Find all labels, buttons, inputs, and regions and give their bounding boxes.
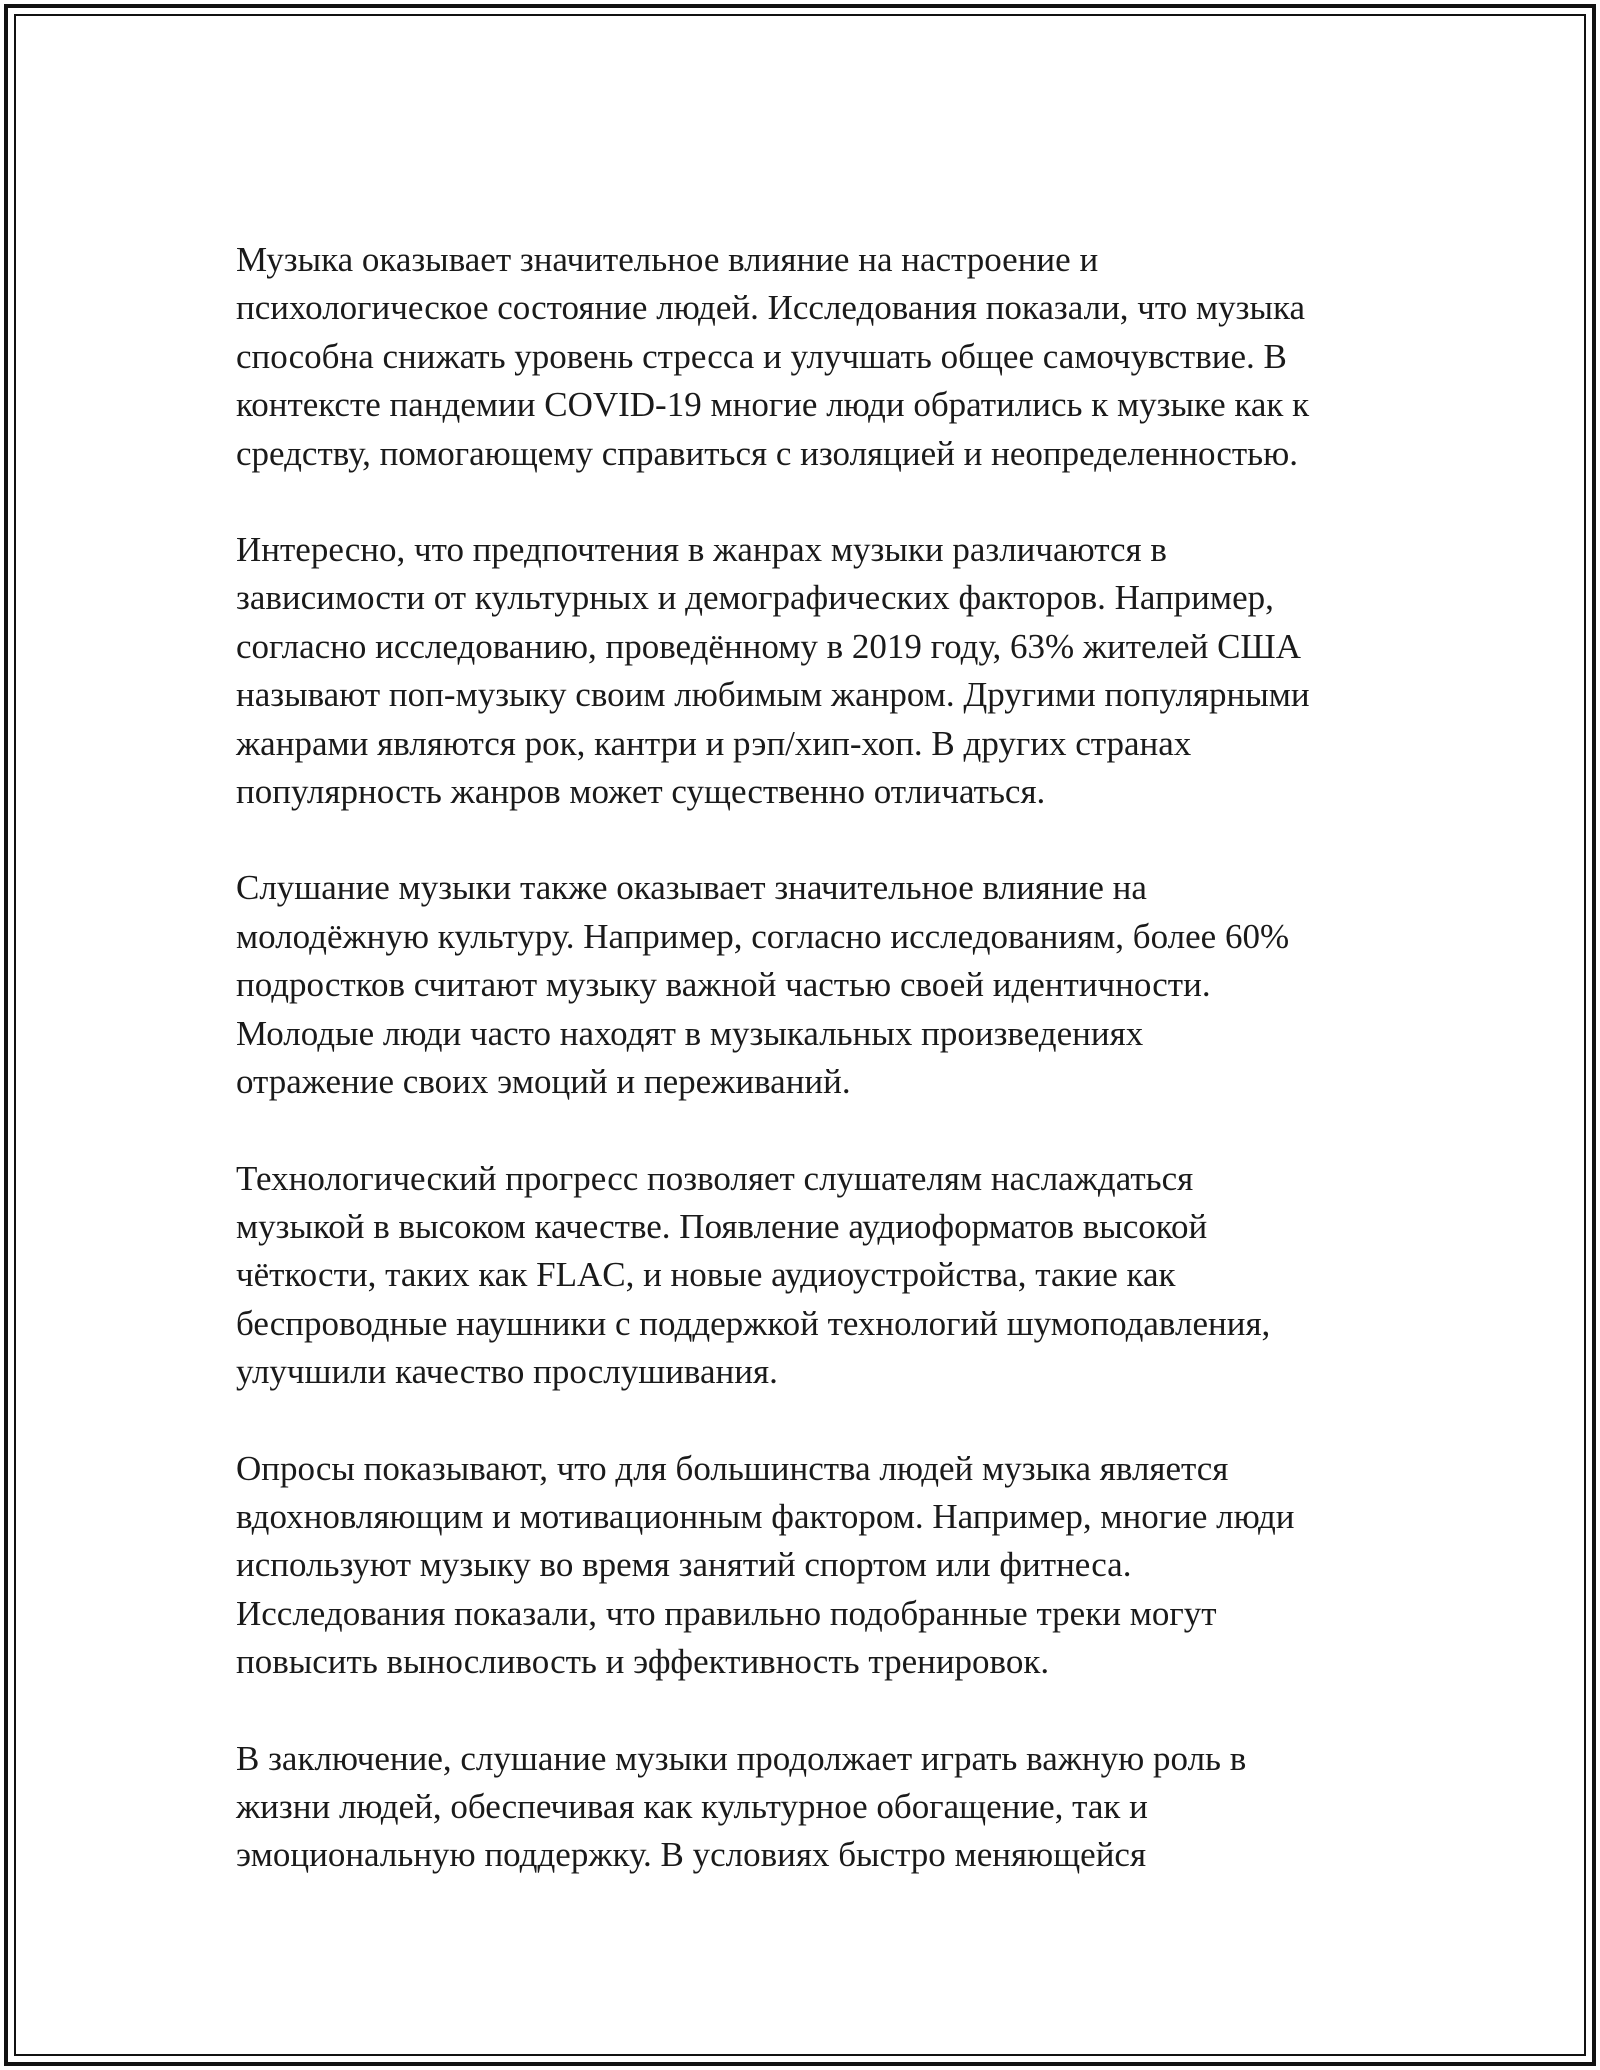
text-line: Молодые люди часто находят в музыкальных произведениях xyxy=(236,1013,1144,1053)
document-body xyxy=(236,236,1406,1928)
paragraph-conclusion xyxy=(236,1735,1406,1880)
text-line: жизни людей, обеспечивая как культурное обогащение, так и xyxy=(236,1786,1148,1826)
paragraph-technology xyxy=(236,1155,1406,1397)
text-line: Технологический прогресс позволяет слушателям наслаждаться xyxy=(236,1158,1194,1198)
paragraph-youth-culture xyxy=(236,864,1406,1106)
text-line: средству, помогающему справиться с изоляцией и неопределенностью. xyxy=(236,433,1299,473)
text-line: Исследования показали, что правильно подобранные треки могут xyxy=(236,1593,1217,1633)
text-line: называют поп-музыку своим любимым жанром. Другими популярными xyxy=(236,675,1310,715)
text-line: молодёжную культуру. Например, согласно исследованиям, более 60% xyxy=(236,916,1290,956)
text-line: Интересно, что предпочтения в жанрах музыки различаются в xyxy=(236,530,1167,570)
text-line: повысить выносливость и эффективность тренировок. xyxy=(236,1642,1050,1682)
paragraph-music-mood xyxy=(236,236,1406,478)
text-line: контексте пандемии COVID-19 многие люди обратились к музыке как к xyxy=(236,385,1310,425)
text-line: вдохновляющим и мотивационным фактором. Например, многие люди xyxy=(236,1496,1295,1536)
text-line: эмоциональную поддержку. В условиях быстро меняющейся xyxy=(236,1835,1147,1875)
text-line: используют музыку во время занятий спортом или фитнеса. xyxy=(236,1545,1132,1585)
text-line: подростков считают музыку важной частью своей идентичности. xyxy=(236,965,1211,1005)
text-line: зависимости от культурных и демографических факторов. Например, xyxy=(236,578,1274,618)
text-line: популярность жанров может существенно отличаться. xyxy=(236,772,1046,812)
text-line: музыкой в высоком качестве. Появление аудиоформатов высокой xyxy=(236,1206,1208,1246)
text-line: жанрами являются рок, кантри и рэп/хип-хоп. В других странах xyxy=(236,723,1192,763)
text-line: отражение своих эмоций и переживаний. xyxy=(236,1062,851,1102)
text-line: Опросы показывают, что для большинства людей музыка является xyxy=(236,1448,1229,1488)
text-line: Музыка оказывает значительное влияние на настроение и xyxy=(236,240,1099,279)
text-line: Слушание музыки также оказывает значительное влияние на xyxy=(236,868,1147,908)
text-line: беспроводные наушники с поддержкой технологий шумоподавления, xyxy=(236,1303,1271,1343)
paragraph-genre-preferences xyxy=(236,526,1406,816)
text-line: психологическое состояние людей. Исследования показали, что музыка xyxy=(236,288,1305,328)
text-line: способна снижать уровень стресса и улучшать общее самочувствие. В xyxy=(236,336,1287,376)
text-line: чёткости, таких как FLAC, и новые аудиоустройства, такие как xyxy=(236,1255,1176,1295)
text-line: согласно исследованию, проведённому в 2019 году, 63% жителей США xyxy=(236,626,1302,666)
paragraph-motivation xyxy=(236,1445,1406,1687)
text-line: В заключение, слушание музыки продолжает играть важную роль в xyxy=(236,1738,1247,1778)
text-line: улучшили качество прослушивания. xyxy=(236,1352,778,1392)
